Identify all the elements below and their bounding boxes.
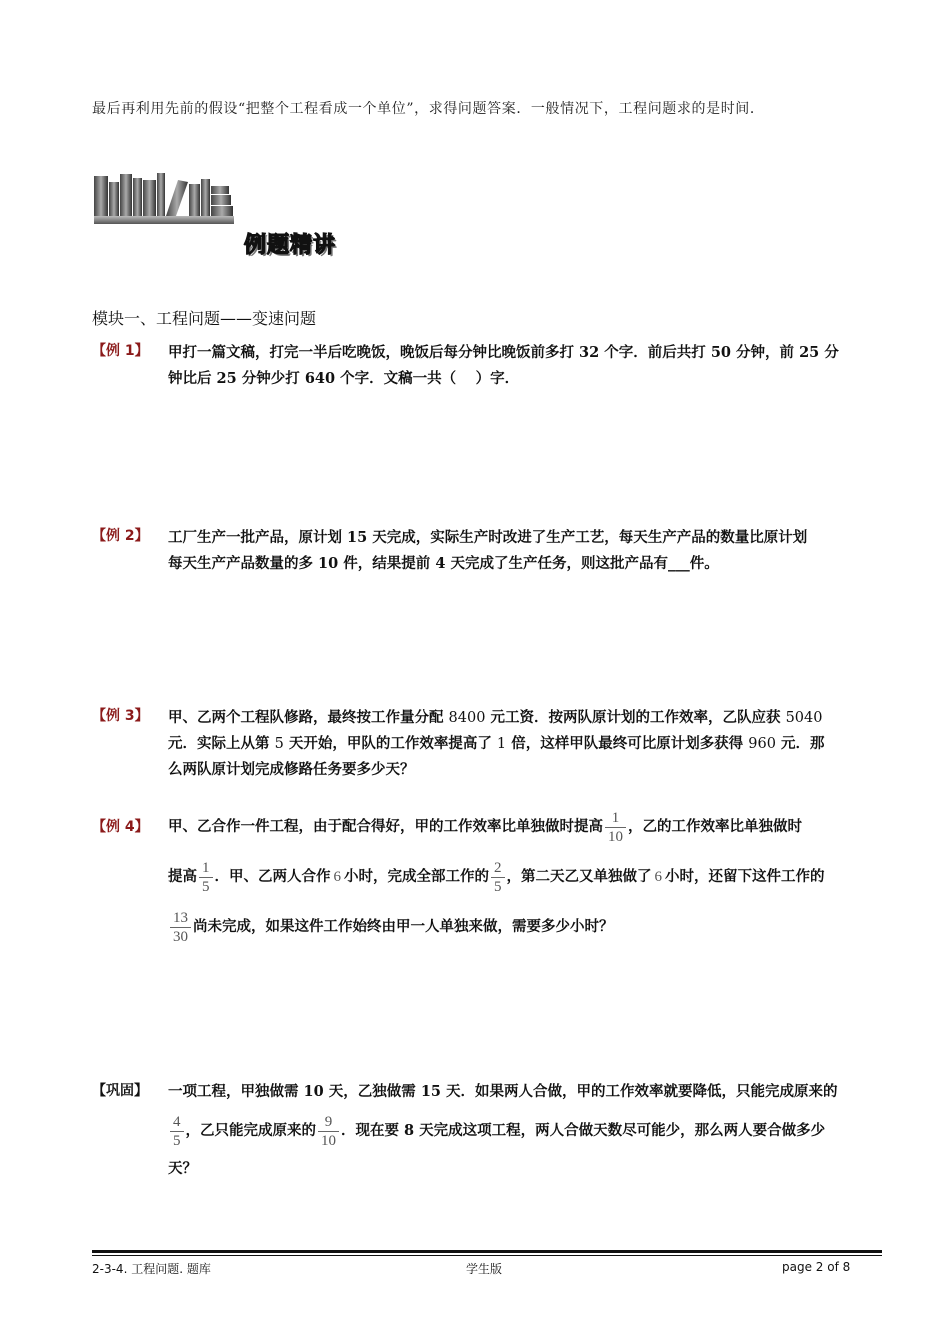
example-text-line: 甲、乙合作一件工程，由于配合得好，甲的工作效率比单独做时提高 $\frac{1}{10}$ ，乙的工作效率比单独做时 (168, 809, 802, 845)
example-tag: 【例 3】 (92, 708, 149, 724)
fraction: $\frac{9}{10}$ (318, 1113, 339, 1150)
example-text-line: 天？ (168, 1160, 197, 1177)
example-text-line: 么两队原计划完成修路任务要多少天？ (168, 761, 415, 778)
banner-title: 例题精讲 (244, 233, 337, 258)
example-tag: 【例 1】 (92, 343, 149, 359)
footer-left: 2-3-4. 工程问题. 题库 (92, 1262, 211, 1276)
fraction: $\frac{4}{5}$ (170, 1113, 184, 1150)
intro-paragraph: 最后再利用先前的假设“把整个工程看成一个单位”，求得问题答案．一般情况下，工程问题求的是时间． (92, 101, 765, 117)
practice-tag: 【巩固】 (92, 1083, 148, 1099)
fraction: $\frac{1}{10}$ (605, 809, 626, 846)
fraction: $\frac{13}{30}$ (170, 909, 191, 946)
example-text-line: 提高 $\frac{1}{5}$ ．甲、乙两人合作 6 小时，完成全部工作的 $\frac{2}{5}$ ，第二天乙又单独做了 6 小时，还留下这件工作的 (168, 859, 825, 895)
books-icon (92, 170, 242, 230)
footer-rule-thin (92, 1255, 882, 1256)
footer-page-number: page 2 of 8 (782, 1260, 851, 1274)
example-tag: 【例 4】 (92, 819, 149, 835)
example-text-line: 甲、乙两个工程队修路，最终按工作量分配 8400 元工资．按两队原计划的工作效率，乙队应获 5040 (168, 709, 823, 726)
example-text-line: $\frac{13}{30}$ 尚未完成，如果这件工作始终由甲一人单独来做，需要多少小时？ (168, 902, 884, 952)
example-text-line: 每天生产产品数量的多 10 件，结果提前 4 天完成了生产任务，则这批产品有___件。 (168, 555, 719, 572)
fraction: $\frac{1}{5}$ (199, 859, 213, 896)
example-text-line: 钟比后 25 分钟少打 640 个字．文稿一共（ ）字． (168, 370, 520, 387)
example-text-line: 甲打一篇文稿，打完一半后吃晚饭，晚饭后每分钟比晚饭前多打 32 个字．前后共打 50 分钟，前 25 分 (168, 344, 839, 361)
example-text-line: $\frac{4}{5}$ ，乙只能完成原来的 $\frac{9}{10}$ ．现在要 8 天完成这项工程，两人合做天数尽可能少，那么两人要合做多少 (168, 1106, 884, 1156)
footer-rule (92, 1250, 882, 1253)
example-tag: 【例 2】 (92, 528, 149, 544)
fraction: $\frac{2}{5}$ (491, 859, 505, 896)
example-text-line: 工厂生产一批产品，原计划 15 天完成，实际生产时改进了生产工艺，每天生产产品的数量比原计划 (168, 529, 808, 546)
module-heading: 模块一、工程问题——变速问题 (92, 309, 317, 328)
footer-center: 学生版 (466, 1262, 503, 1276)
section-banner (92, 170, 364, 262)
example-text-line: 一项工程，甲独做需 10 天，乙独做需 15 天．如果两人合做，甲的工作效率就要降低，只能完成原来的 (168, 1083, 838, 1100)
example-text-line: 元．实际上从第 5 天开始，甲队的工作效率提高了 1 倍，这样甲队最终可比原计划多获得 960 元．那 (168, 735, 825, 752)
